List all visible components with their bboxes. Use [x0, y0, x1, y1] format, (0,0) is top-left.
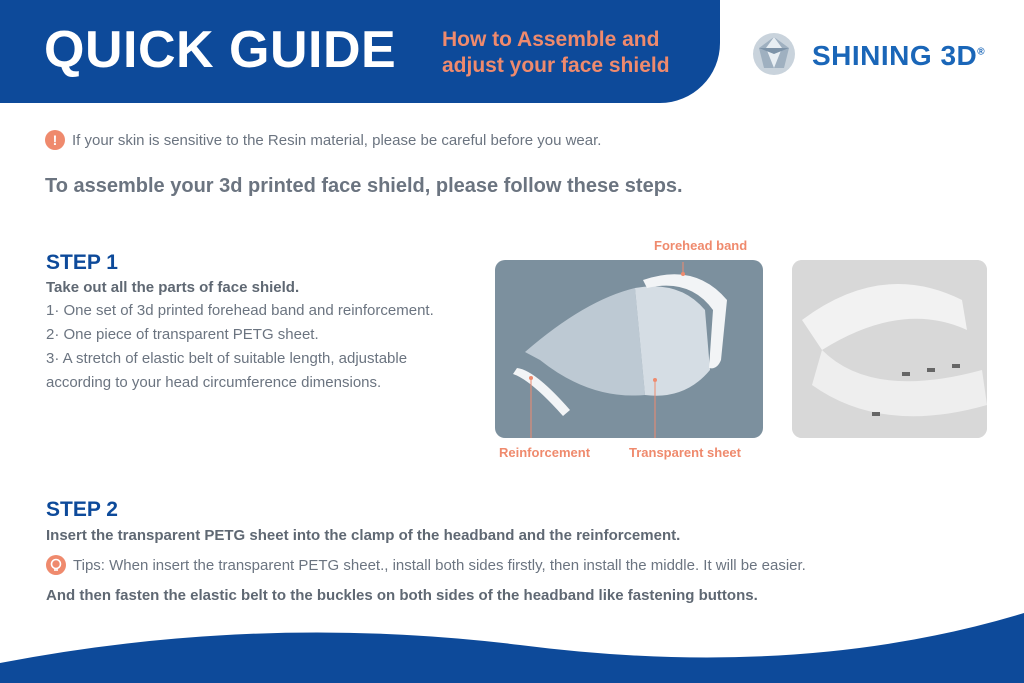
step2-final-instruction: And then fasten the elastic belt to the buckles on both sides of the headband like fastening buttons.: [46, 587, 758, 604]
registered-mark: ®: [977, 46, 986, 58]
step1-item: according to your head circumference dimensions.: [46, 374, 382, 391]
warning-note: [45, 130, 601, 150]
step1-item: 3· A stretch of elastic belt of suitable length, adjustable: [46, 350, 408, 367]
step2-subtitle: Insert the transparent PETG sheet into the clamp of the headband and the reinforcement.: [46, 527, 681, 544]
brand-text: SHINING 3D: [812, 40, 978, 71]
brand-name: [812, 40, 985, 72]
step1-item: 2· One piece of transparent PETG sheet.: [46, 326, 319, 343]
page-subtitle: [442, 27, 670, 79]
subtitle-line-1: How to Assemble and: [442, 28, 660, 51]
intro-heading: To assemble your 3d printed face shield, please follow these steps.: [45, 175, 683, 197]
tip-note: [46, 555, 806, 575]
footer-wave: [0, 593, 1024, 683]
callout-reinforcement: Reinforcement: [499, 445, 591, 460]
diamond-logo-icon: [752, 32, 796, 76]
step1-subtitle: Take out all the parts of face shield.: [46, 279, 300, 296]
face-shield-illustration: [495, 260, 763, 438]
tip-text: Tips: When insert the transparent PETG sheet., install both sides firstly, then install the middle. It will be easier.: [73, 556, 806, 574]
elastic-belt-image: [792, 260, 987, 438]
face-shield-parts-image: [495, 260, 763, 438]
page-title: QUICK GUIDE: [44, 21, 397, 79]
lightbulb-icon: [46, 555, 66, 575]
step2-title: STEP 2: [46, 498, 118, 521]
subtitle-line-2: adjust your face shield: [442, 54, 670, 77]
callout-transparent-sheet: Transparent sheet: [629, 445, 741, 460]
warning-text: If your skin is sensitive to the Resin material, please be careful before you wear.: [72, 131, 602, 149]
elastic-belt-illustration: [792, 260, 987, 438]
step1-title: STEP 1: [46, 251, 118, 274]
callout-forehead-band: Forehead band: [654, 238, 748, 253]
step1-item: 1· One set of 3d printed forehead band and reinforcement.: [46, 302, 434, 319]
exclamation-icon: !: [45, 130, 65, 150]
